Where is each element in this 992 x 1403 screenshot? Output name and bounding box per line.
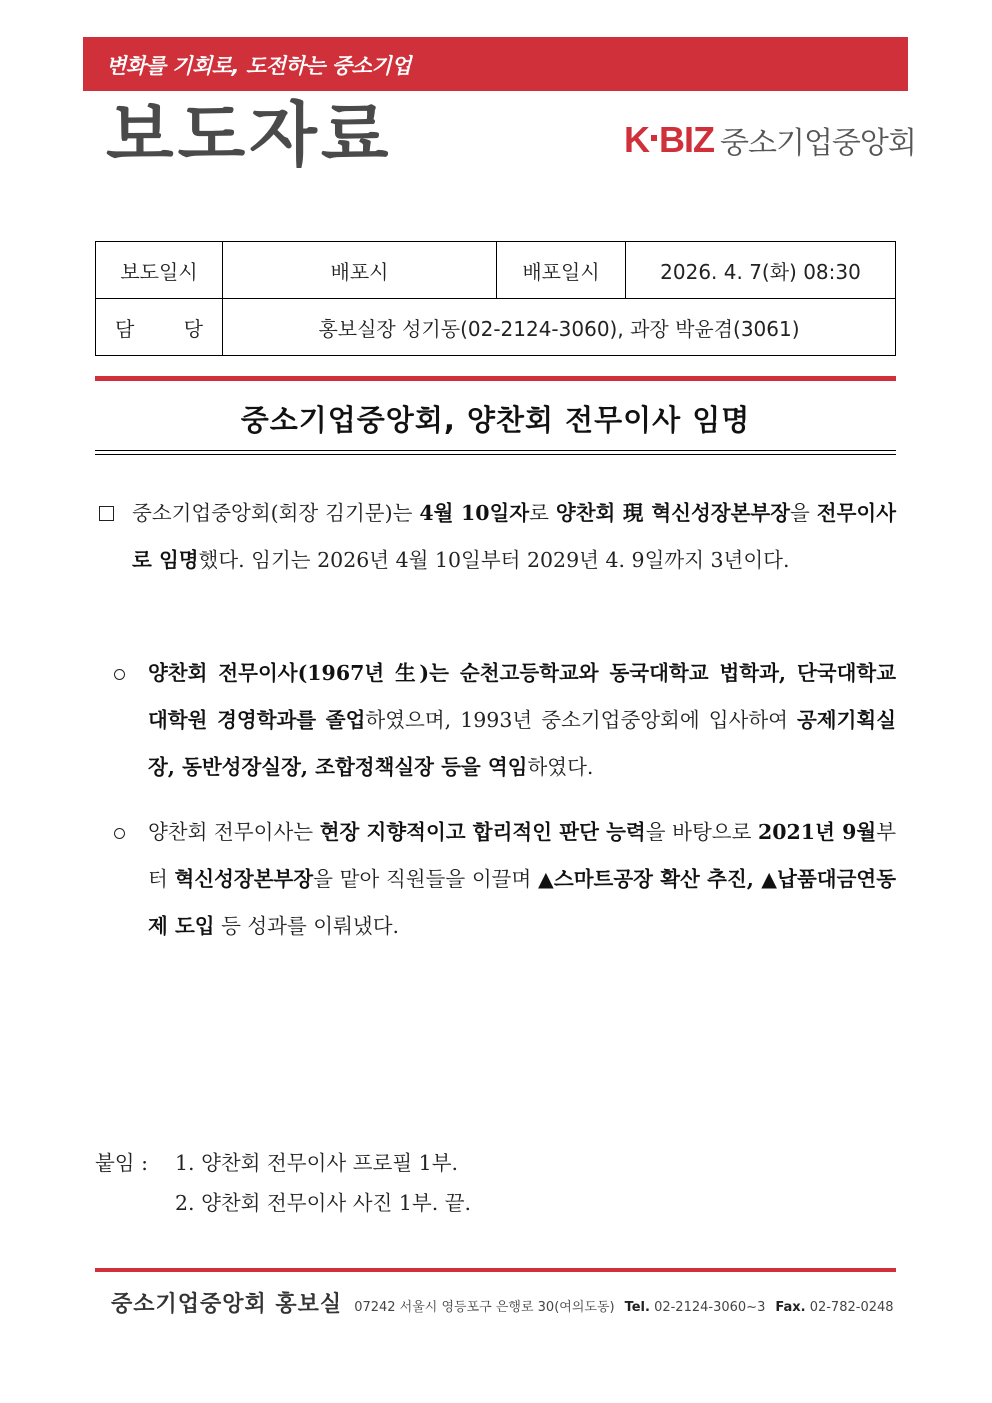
logo-name: 중소기업중앙회 <box>720 126 916 161</box>
body-text: 중소기업중앙회(회장 김기문)는 <box>132 501 420 525</box>
headline: 중소기업중앙회, 양찬회 전무이사 임명 <box>240 403 751 437</box>
emphasis-text: ▲스마트공장 확산 추진, ▲납품대금연동제 도입 <box>148 867 896 938</box>
circle-bullet-icon <box>114 669 125 680</box>
logo-mark-right: BIZ <box>659 119 714 160</box>
emphasis-text: 공제기획실장, 동반성장실장, 조합정책실장 등을 역임 <box>148 708 897 779</box>
circle-bullet-icon <box>114 828 125 839</box>
square-bullet-icon <box>99 506 114 521</box>
headline-top-rule <box>95 376 896 381</box>
footer-rule <box>95 1268 896 1272</box>
distribute-date-label: 배포일시 <box>497 242 626 299</box>
attachment-item-2: 2. 양찬회 전무이사 사진 1부. 끝. <box>175 1191 472 1215</box>
emphasis-text: 4월 10일자 <box>419 501 530 525</box>
footer-fax <box>775 1300 893 1315</box>
contact-label-char-2: 당 <box>183 316 203 341</box>
contact-value: 홍보실장 성기동(02-2124-3060), 과장 박윤겸(3061) <box>223 299 896 356</box>
body-text: 부터 <box>148 820 897 891</box>
body-text: 하였다. <box>527 755 594 779</box>
contact-label-char-1: 담 <box>115 316 135 341</box>
footer-tel <box>625 1300 766 1315</box>
footer-tel-number: 02-2124-3060~3 <box>654 1300 766 1315</box>
emphasis-text: 혁신성장본부장 <box>174 867 314 891</box>
footer-fax-label: Fax. <box>775 1300 806 1315</box>
body-text: 을 맡아 직원들을 이끌며 <box>313 867 538 891</box>
contact-label <box>96 299 223 356</box>
distribute-date-value: 2026. 4. 7(화) 08:30 <box>626 242 896 299</box>
logo-dot-icon <box>651 135 657 141</box>
body-text: 로 <box>529 501 556 525</box>
footer-org: 중소기업중앙회 홍보실 <box>111 1292 343 1317</box>
release-date-label: 보도일시 <box>96 242 223 299</box>
emphasis-text: 양찬회 現 혁신성장본부장 <box>555 501 791 525</box>
kbiz-logo <box>624 118 916 162</box>
headline-bottom-rule <box>95 450 896 455</box>
document-type-title: 보도자료 <box>106 94 393 176</box>
footer-fax-number: 02-782-0248 <box>809 1300 894 1315</box>
body-text: 했다. 임기는 2026년 4월 10일부터 2029년 4. 9일까지 3년이다. <box>198 548 790 572</box>
body-text: 하였으며, 1993년 중소기업중앙회에 입사하여 <box>365 708 797 732</box>
attachment-item-1: 1. 양찬회 전무이사 프로필 1부. <box>175 1151 459 1175</box>
paragraph-achievements <box>148 809 896 950</box>
table-row <box>96 299 896 356</box>
slogan-text: 변화를 기회로, 도전하는 중소기업 <box>106 54 411 78</box>
body-text: 을 바탕으로 <box>645 820 759 844</box>
emphasis-text: 양찬회 전무이사(1967년 生)는 순천고등학교와 동국대학교 법학과, 단국대학교 대학원 경영학과를 졸업 <box>148 661 896 732</box>
emphasis-text: 현장 지향적이고 합리적인 판단 능력 <box>319 820 646 844</box>
body-text: 양찬회 전무이사는 <box>148 820 320 844</box>
paragraph-career <box>148 650 896 791</box>
paragraph-appointment <box>132 490 896 584</box>
table-row <box>96 242 896 299</box>
body-text: 등 성과를 이뤄냈다. <box>214 914 400 938</box>
footer-tel-label: Tel. <box>624 1300 650 1315</box>
attachment-label: 붙임 : <box>95 1151 149 1175</box>
release-info-table <box>95 241 896 356</box>
emphasis-text: 전무이사로 임명 <box>132 501 896 572</box>
emphasis-text: 2021년 9월 <box>758 820 877 844</box>
logo-mark-left: K <box>624 119 649 160</box>
release-date-value: 배포시 <box>223 242 497 299</box>
body-text: 을 <box>790 501 817 525</box>
footer <box>111 1287 894 1318</box>
footer-address: 07242 서울시 영등포구 은행로 30(여의도동) <box>354 1300 615 1315</box>
